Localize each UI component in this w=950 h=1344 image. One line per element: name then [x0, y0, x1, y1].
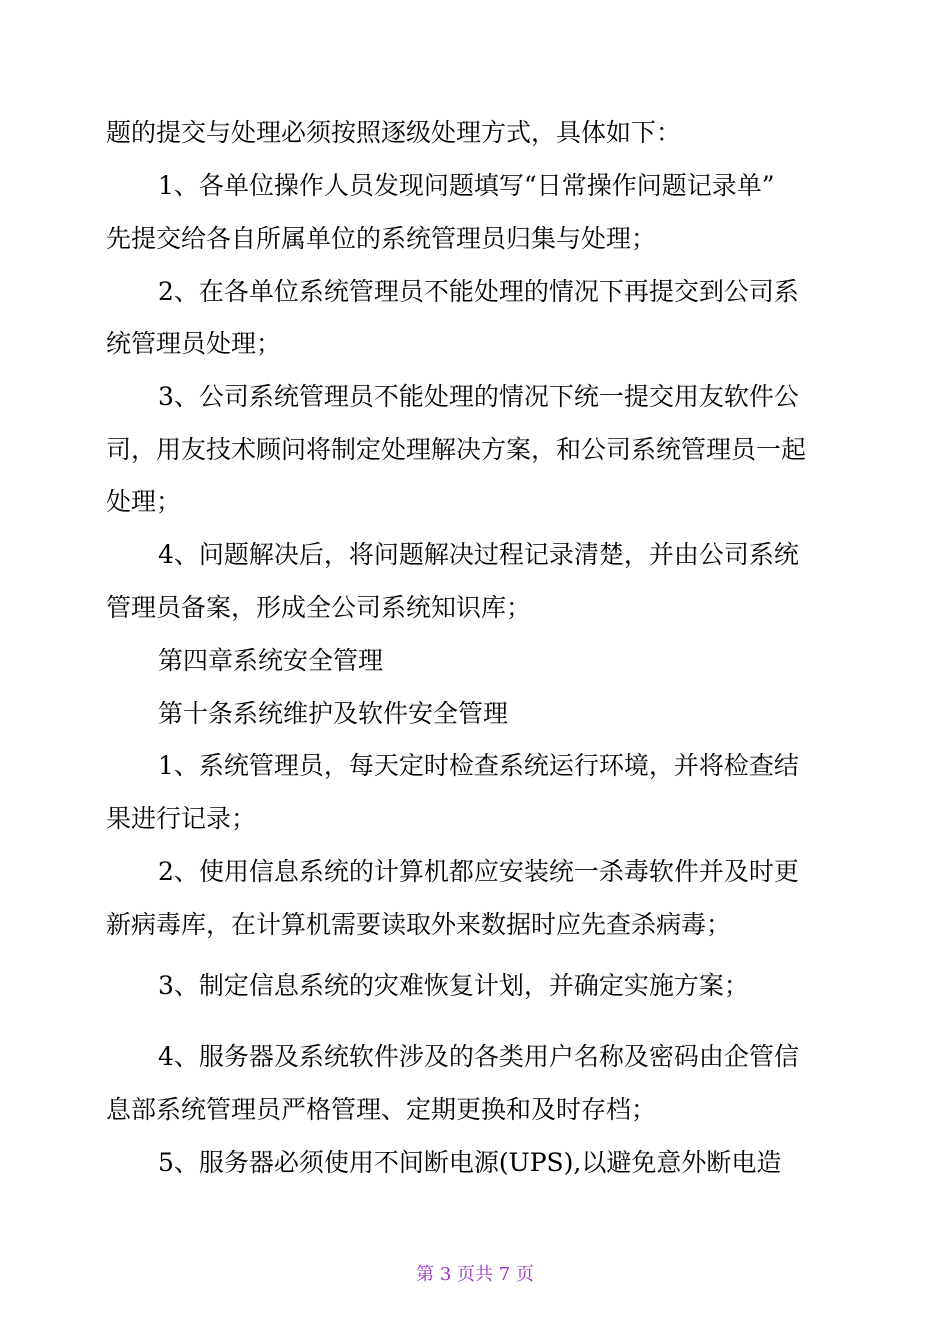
paragraph-line: 2、在各单位系统管理员不能处理的情况下再提交到公司系	[158, 277, 799, 306]
chapter-heading: 第四章系统安全管理	[158, 646, 384, 675]
paragraph-line: 2、使用信息系统的计算机都应安装统一杀毒软件并及时更	[158, 857, 799, 886]
paragraph-line: 统管理员处理；	[106, 329, 282, 358]
paragraph-line: 1、各单位操作人员发现问题填写“日常操作问题记录单”	[158, 171, 775, 200]
paragraph-line: 新病毒库，在计算机需要读取外来数据时应先查杀病毒；	[106, 910, 732, 939]
paragraph-line: 管理员备案，形成全公司系统知识库；	[106, 593, 532, 622]
paragraph-line: 题的提交与处理必须按照逐级处理方式，具体如下：	[106, 118, 682, 147]
paragraph-line: 5、服务器必须使用不间断电源(UPS),以避免意外断电造	[158, 1148, 782, 1177]
paragraph-line: 果进行记录；	[106, 804, 257, 833]
paragraph-line: 司，用友技术顾问将制定处理解决方案，和公司系统管理员一起	[106, 435, 807, 464]
paragraph-line: 4、问题解决后，将问题解决过程记录清楚，并由公司系统	[158, 540, 799, 569]
paragraph-line: 1、系统管理员，每天定时检查系统运行环境，并将检查结	[158, 751, 799, 780]
paragraph-line: 3、制定信息系统的灾难恢复计划，并确定实施方案；	[158, 971, 749, 1000]
paragraph-line: 3、公司系统管理员不能处理的情况下统一提交用友软件公	[158, 382, 799, 411]
paragraph-line: 处理；	[106, 487, 182, 516]
page-number-footer: 第 3 页共 7 页	[416, 1264, 534, 1285]
paragraph-line: 4、服务器及系统软件涉及的各类用户名称及密码由企管信	[158, 1042, 799, 1071]
paragraph-line: 先提交给各自所属单位的系统管理员归集与处理；	[106, 224, 657, 253]
article-heading: 第十条系统维护及软件安全管理	[158, 699, 509, 728]
paragraph-line: 息部系统管理员严格管理、定期更换和及时存档；	[106, 1095, 657, 1124]
